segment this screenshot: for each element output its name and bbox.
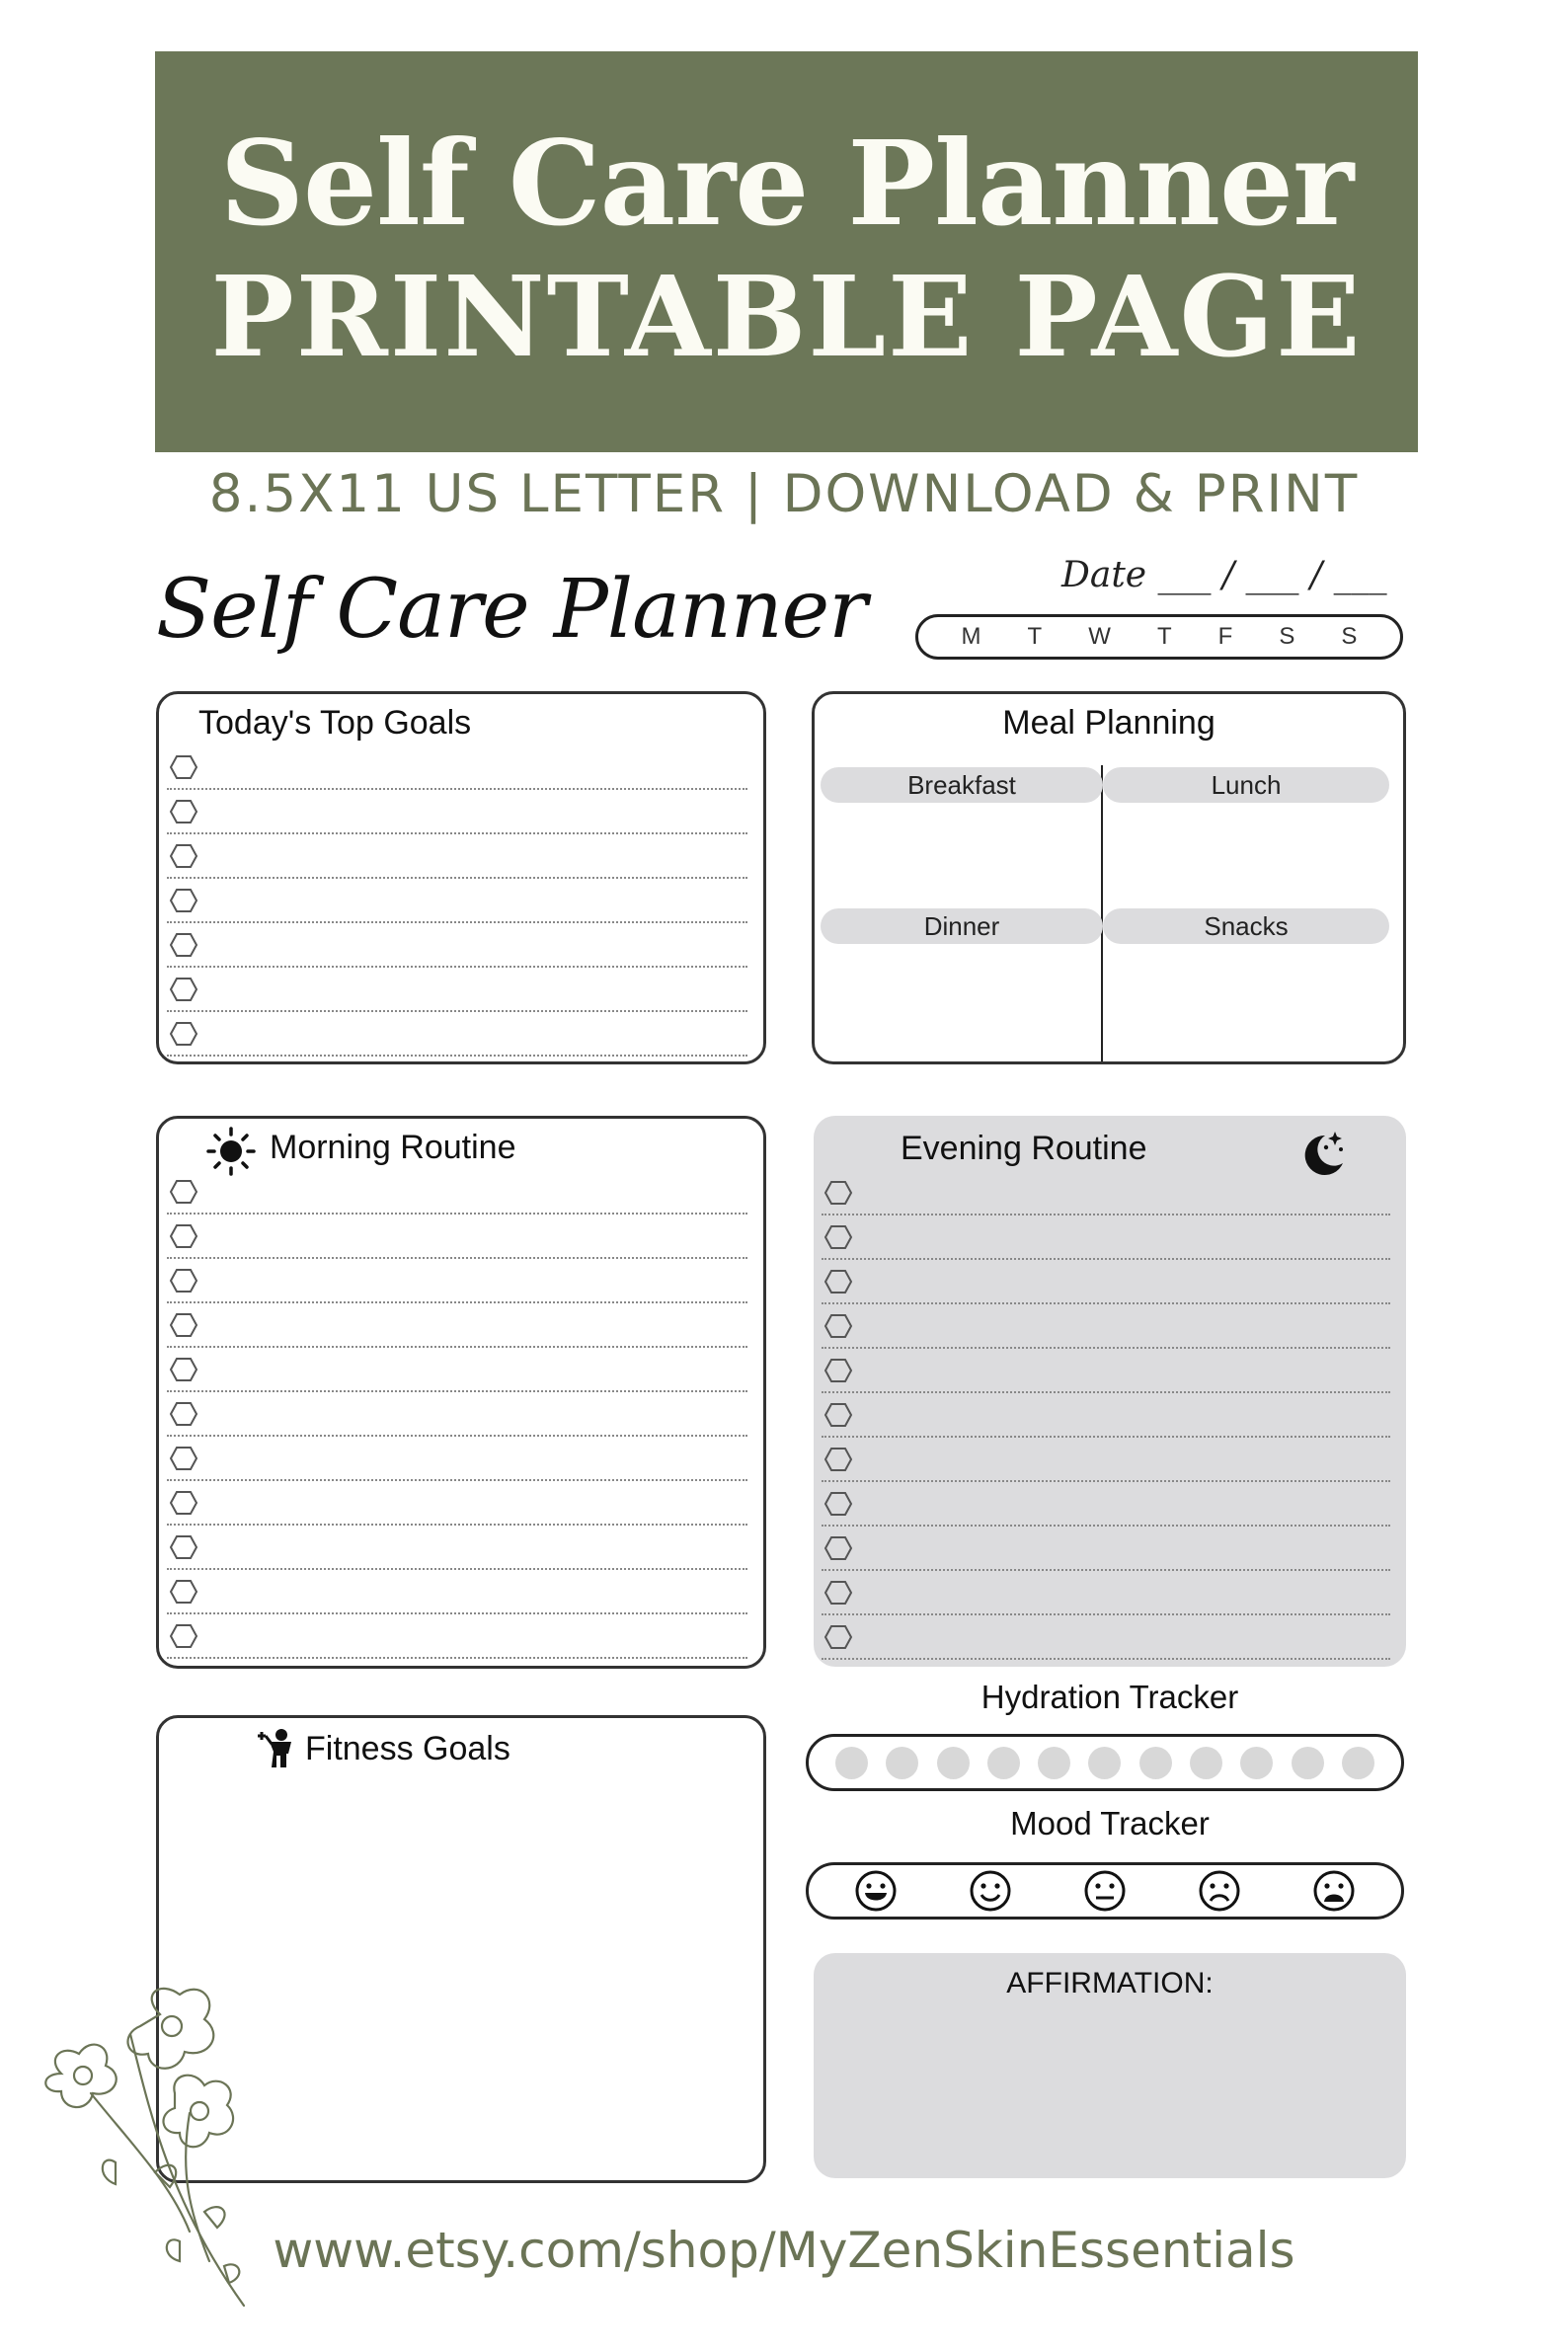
checklist-row[interactable] bbox=[167, 790, 747, 834]
fitness-icon bbox=[256, 1726, 299, 1769]
mood-title: Mood Tracker bbox=[1010, 1805, 1210, 1842]
checklist-row[interactable] bbox=[167, 879, 747, 923]
hexagon-checkbox-icon[interactable] bbox=[169, 1534, 198, 1560]
hexagon-checkbox-icon[interactable] bbox=[823, 1180, 853, 1206]
neutral-face-icon[interactable] bbox=[1082, 1868, 1128, 1914]
weekday-thu[interactable]: T bbox=[1156, 623, 1172, 650]
checklist-row[interactable] bbox=[822, 1482, 1390, 1527]
hexagon-checkbox-icon[interactable] bbox=[169, 1623, 198, 1649]
checklist-row[interactable] bbox=[822, 1615, 1390, 1660]
hexagon-checkbox-icon[interactable] bbox=[823, 1535, 853, 1561]
checklist-row[interactable] bbox=[167, 1570, 747, 1614]
hexagon-checkbox-icon[interactable] bbox=[823, 1313, 853, 1339]
hexagon-checkbox-icon[interactable] bbox=[169, 1401, 198, 1427]
morning-routine-list bbox=[167, 1170, 747, 1659]
weekday-tue[interactable]: T bbox=[1027, 623, 1043, 650]
hexagon-checkbox-icon[interactable] bbox=[169, 1268, 198, 1294]
hexagon-checkbox-icon[interactable] bbox=[169, 799, 198, 824]
subtitle: 8.5X11 US LETTER | DOWNLOAD & PRINT bbox=[208, 464, 1360, 524]
checklist-row[interactable] bbox=[167, 1481, 747, 1526]
weekday-fri[interactable]: F bbox=[1217, 623, 1233, 650]
weekday-sat[interactable]: S bbox=[1279, 623, 1295, 650]
water-glass-circle[interactable] bbox=[1190, 1747, 1222, 1779]
hexagon-checkbox-icon[interactable] bbox=[823, 1358, 853, 1383]
hexagon-checkbox-icon[interactable] bbox=[169, 932, 198, 958]
hexagon-checkbox-icon[interactable] bbox=[169, 754, 198, 780]
evening-routine-box bbox=[814, 1116, 1406, 1667]
checklist-row[interactable] bbox=[822, 1215, 1390, 1260]
shop-url[interactable]: www.etsy.com/shop/MyZenSkinEssentials bbox=[273, 2222, 1295, 2279]
checklist-row[interactable] bbox=[822, 1438, 1390, 1482]
water-glass-circle[interactable] bbox=[1139, 1747, 1172, 1779]
morning-routine-box bbox=[156, 1116, 766, 1669]
mood-tracker bbox=[806, 1862, 1404, 1920]
top-goals-box bbox=[156, 691, 766, 1064]
grinning-face-icon[interactable] bbox=[853, 1868, 899, 1914]
checklist-row[interactable] bbox=[167, 1437, 747, 1481]
fitness-goals-title: Fitness Goals bbox=[305, 1730, 510, 1767]
hexagon-checkbox-icon[interactable] bbox=[169, 843, 198, 869]
checklist-row[interactable] bbox=[822, 1527, 1390, 1571]
hexagon-checkbox-icon[interactable] bbox=[169, 977, 198, 1002]
affirmation-box bbox=[814, 1953, 1406, 2178]
checklist-row[interactable] bbox=[167, 1012, 747, 1057]
hexagon-checkbox-icon[interactable] bbox=[823, 1224, 853, 1250]
morning-routine-title: Morning Routine bbox=[270, 1129, 516, 1166]
hexagon-checkbox-icon[interactable] bbox=[823, 1269, 853, 1294]
meal-planning-title: Meal Planning bbox=[1002, 704, 1215, 742]
hexagon-checkbox-icon[interactable] bbox=[169, 1579, 198, 1605]
upset-face-icon[interactable] bbox=[1311, 1868, 1357, 1914]
weekday-sun[interactable]: S bbox=[1341, 623, 1358, 650]
checklist-row[interactable] bbox=[167, 1259, 747, 1303]
checklist-row[interactable] bbox=[822, 1260, 1390, 1304]
checklist-row[interactable] bbox=[167, 968, 747, 1012]
lunch-label: Lunch bbox=[1103, 767, 1389, 803]
header-banner bbox=[155, 51, 1418, 452]
hydration-title: Hydration Tracker bbox=[980, 1679, 1239, 1715]
hexagon-checkbox-icon[interactable] bbox=[169, 1490, 198, 1516]
checklist-row[interactable] bbox=[167, 1303, 747, 1348]
evening-routine-title: Evening Routine bbox=[901, 1130, 1147, 1167]
checklist-row[interactable] bbox=[167, 1170, 747, 1215]
hydration-tracker bbox=[806, 1734, 1404, 1791]
hexagon-checkbox-icon[interactable] bbox=[169, 1021, 198, 1047]
water-glass-circle[interactable] bbox=[1088, 1747, 1121, 1779]
top-goals-list bbox=[167, 745, 747, 1057]
water-glass-circle[interactable] bbox=[886, 1747, 918, 1779]
checklist-row[interactable] bbox=[822, 1171, 1390, 1215]
checklist-row[interactable] bbox=[167, 834, 747, 879]
snacks-label: Snacks bbox=[1103, 908, 1389, 944]
checklist-row[interactable] bbox=[167, 1348, 747, 1392]
meal-divider bbox=[1101, 765, 1103, 1061]
dinner-label: Dinner bbox=[821, 908, 1103, 944]
evening-routine-list bbox=[822, 1171, 1390, 1660]
weekday-selector bbox=[915, 614, 1403, 660]
hexagon-checkbox-icon[interactable] bbox=[169, 1446, 198, 1471]
meal-planning-box bbox=[812, 691, 1406, 1064]
hexagon-checkbox-icon[interactable] bbox=[169, 1357, 198, 1382]
hexagon-checkbox-icon[interactable] bbox=[169, 888, 198, 913]
hexagon-checkbox-icon[interactable] bbox=[169, 1312, 198, 1338]
checklist-row[interactable] bbox=[822, 1304, 1390, 1349]
hexagon-checkbox-icon[interactable] bbox=[823, 1402, 853, 1428]
water-glass-circle[interactable] bbox=[1292, 1747, 1324, 1779]
checklist-row[interactable] bbox=[167, 1215, 747, 1259]
water-glass-circle[interactable] bbox=[835, 1747, 868, 1779]
checklist-row[interactable] bbox=[822, 1393, 1390, 1438]
sun-icon bbox=[206, 1127, 256, 1176]
banner-title-line1: Self Care Planner bbox=[219, 114, 1354, 252]
water-glass-circle[interactable] bbox=[1038, 1747, 1070, 1779]
checklist-row[interactable] bbox=[822, 1349, 1390, 1393]
smiling-face-icon[interactable] bbox=[968, 1868, 1013, 1914]
hexagon-checkbox-icon[interactable] bbox=[823, 1580, 853, 1606]
checklist-row[interactable] bbox=[167, 1392, 747, 1437]
date-field[interactable]: Date ___ / ___ / ___ bbox=[1061, 555, 1387, 595]
checklist-row[interactable] bbox=[822, 1571, 1390, 1615]
hexagon-checkbox-icon[interactable] bbox=[823, 1447, 853, 1472]
water-glass-circle[interactable] bbox=[1342, 1747, 1374, 1779]
checklist-row[interactable] bbox=[167, 923, 747, 968]
affirmation-title: AFFIRMATION: bbox=[1006, 1967, 1214, 1999]
water-glass-circle[interactable] bbox=[1240, 1747, 1273, 1779]
weekday-wed[interactable]: W bbox=[1088, 623, 1111, 650]
checklist-row[interactable] bbox=[167, 1526, 747, 1570]
checklist-row[interactable] bbox=[167, 1614, 747, 1659]
hexagon-checkbox-icon[interactable] bbox=[169, 1223, 198, 1249]
water-glass-circle[interactable] bbox=[937, 1747, 970, 1779]
breakfast-label: Breakfast bbox=[821, 767, 1103, 803]
water-glass-circle[interactable] bbox=[987, 1747, 1020, 1779]
hexagon-checkbox-icon[interactable] bbox=[169, 1179, 198, 1205]
banner-title-line2: PRINTABLE PAGE bbox=[210, 253, 1363, 383]
weekday-mon[interactable]: M bbox=[961, 623, 981, 650]
top-goals-title: Today's Top Goals bbox=[198, 704, 472, 742]
planner-title: Self Care Planner bbox=[156, 563, 867, 657]
frowning-face-icon[interactable] bbox=[1197, 1868, 1242, 1914]
hexagon-checkbox-icon[interactable] bbox=[823, 1624, 853, 1650]
hexagon-checkbox-icon[interactable] bbox=[823, 1491, 853, 1517]
checklist-row[interactable] bbox=[167, 745, 747, 790]
